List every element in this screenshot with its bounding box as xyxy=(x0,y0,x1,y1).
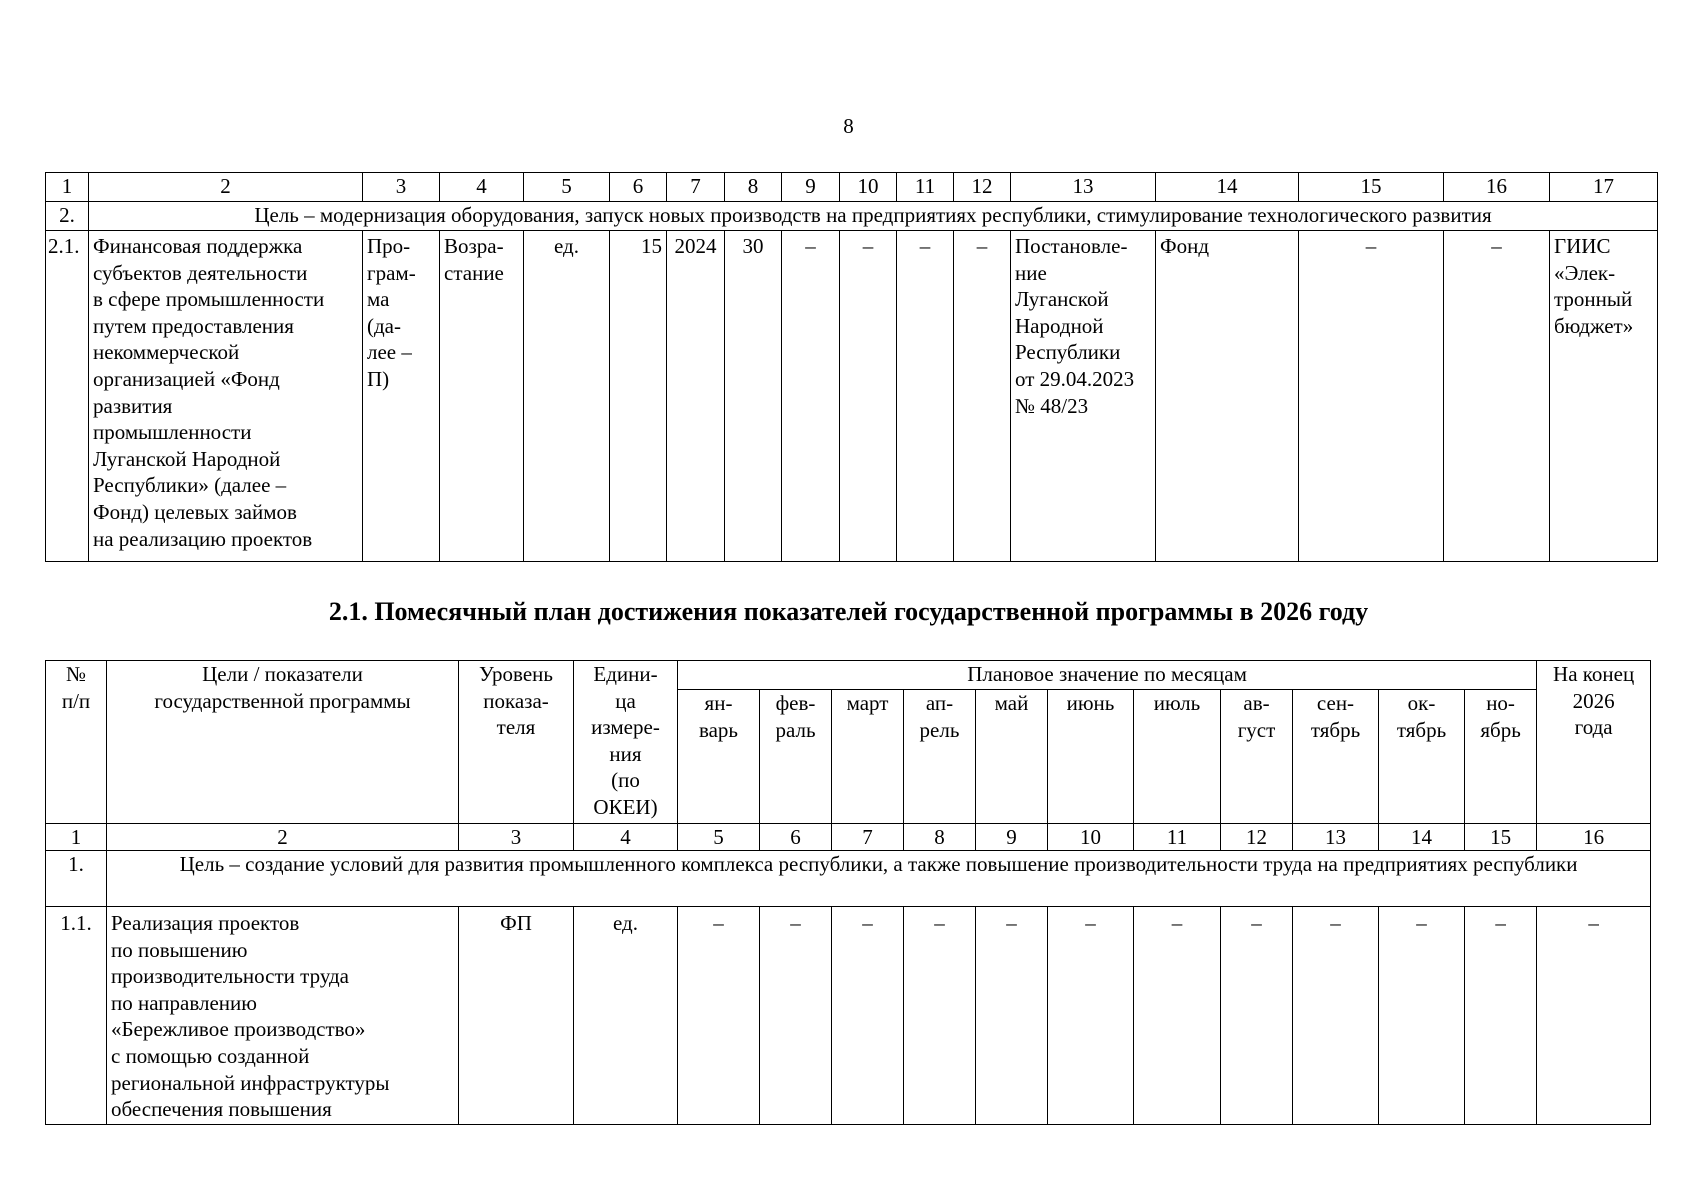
text-line: ГИИС xyxy=(1554,234,1611,258)
column-number: 8 xyxy=(725,173,782,202)
column-number: 17 xyxy=(1550,173,1658,202)
page-number: 8 xyxy=(843,114,854,138)
month-header xyxy=(832,690,904,824)
text-line: п/п xyxy=(61,688,91,713)
text-line: май xyxy=(994,691,1029,715)
text-line: теля xyxy=(496,715,536,740)
text-line: (да- xyxy=(367,313,401,338)
month-header xyxy=(1048,690,1134,824)
column-number: 14 xyxy=(1156,173,1299,202)
text-line: ав- xyxy=(1243,691,1270,715)
text-line: Республики» (далее – xyxy=(93,473,287,498)
text-line: Цели / показатели xyxy=(202,662,363,686)
header-row xyxy=(46,661,1651,690)
text-line: региональной инфраструктуры xyxy=(111,1070,390,1095)
table-row xyxy=(46,907,1651,1125)
header-goals xyxy=(107,661,459,824)
column-number: 6 xyxy=(610,173,667,202)
text-line: от 29.04.2023 xyxy=(1015,366,1135,391)
month-header xyxy=(1134,690,1221,824)
text-line: П) xyxy=(367,366,390,391)
monthly-plan-table xyxy=(45,660,1651,1125)
month-header xyxy=(678,690,760,824)
responsible: Фонд xyxy=(1156,231,1299,562)
month-header xyxy=(760,690,832,824)
column-number: 14 xyxy=(1379,824,1465,851)
text-line: Уровень xyxy=(479,662,553,686)
column-number: 3 xyxy=(459,824,574,851)
month-header xyxy=(904,690,976,824)
text-line: Финансовая поддержка xyxy=(93,234,303,258)
text-line: Луганской xyxy=(1015,287,1109,312)
year-end-value: – xyxy=(1537,907,1651,1125)
column-number: 2 xyxy=(107,824,459,851)
text-line: Едини- xyxy=(593,662,658,686)
text-line: № 48/23 xyxy=(1015,393,1089,418)
text-line: тябрь xyxy=(1396,717,1447,742)
text-line: ма xyxy=(367,287,390,312)
column-number: 12 xyxy=(1221,824,1293,851)
text-line: июнь xyxy=(1066,691,1115,715)
column-number: 1 xyxy=(46,824,107,851)
month-header xyxy=(976,690,1048,824)
text-line: бюджет» xyxy=(1554,313,1634,338)
column-number: 12 xyxy=(954,173,1011,202)
text-line: «Бережливое производство» xyxy=(111,1017,366,1042)
text-line: лее – xyxy=(367,340,412,365)
text-line: ок- xyxy=(1407,691,1436,715)
value-col-9: – xyxy=(782,231,840,562)
text-line: государственной программы xyxy=(154,688,411,713)
text-line: некоммерческой xyxy=(93,340,240,365)
goal-text: Цель – модернизация оборудования, запуск новых производств на предприятиях республики, стимулирование технологического развития xyxy=(89,202,1658,231)
value-col-8: 30 xyxy=(725,231,782,562)
column-number: 5 xyxy=(524,173,610,202)
text-line: но- xyxy=(1486,691,1515,715)
text-line: ние xyxy=(1015,260,1047,285)
text-line: ап- xyxy=(925,691,954,715)
monthly-value: – xyxy=(1134,907,1221,1125)
text-line: Постановле- xyxy=(1015,234,1128,258)
text-line: (по xyxy=(611,768,640,793)
text-line: рель xyxy=(919,717,960,742)
direction xyxy=(440,231,524,562)
text-line: субъектов деятельности xyxy=(93,260,308,285)
column-number: 8 xyxy=(904,824,976,851)
column-number: 5 xyxy=(678,824,760,851)
column-number: 7 xyxy=(667,173,725,202)
indicators-table-continuation xyxy=(45,172,1658,562)
text-line: ния xyxy=(609,741,642,766)
regulatory-document xyxy=(1011,231,1156,562)
value-col-10: – xyxy=(840,231,897,562)
text-line: с помощью созданной xyxy=(111,1043,310,1068)
text-line: 2026 xyxy=(1572,688,1615,713)
text-line: развития xyxy=(93,393,173,418)
measure-type xyxy=(363,231,440,562)
row-number: 2.1. xyxy=(46,231,89,562)
section-title: 2.1. Помесячный план достижения показателей государственной программы в 2026 году xyxy=(328,597,1369,626)
monthly-value: – xyxy=(1221,907,1293,1125)
monthly-value: – xyxy=(976,907,1048,1125)
text-line: производительности труда xyxy=(111,964,350,989)
column-number: 13 xyxy=(1011,173,1156,202)
text-line: Народной xyxy=(1015,313,1104,338)
text-line: «Элек- xyxy=(1554,260,1616,285)
header-level xyxy=(459,661,574,824)
header-year-end xyxy=(1537,661,1651,824)
month-header xyxy=(1465,690,1537,824)
unit: ед. xyxy=(574,907,678,1125)
value-col-16: – xyxy=(1444,231,1550,562)
text-line: года xyxy=(1574,715,1613,740)
column-number: 4 xyxy=(440,173,524,202)
row-number: 1.1. xyxy=(46,907,107,1125)
text-line: ябрь xyxy=(1480,717,1521,742)
information-system xyxy=(1550,231,1658,562)
column-number: 16 xyxy=(1537,824,1651,851)
column-number: 2 xyxy=(89,173,363,202)
text-line: обеспечения повышения xyxy=(111,1097,332,1122)
month-header xyxy=(1221,690,1293,824)
indicator-level: ФП xyxy=(459,907,574,1125)
column-number-row xyxy=(46,824,1651,851)
text-line: Фонд) целевых займов xyxy=(93,499,297,524)
text-line: июль xyxy=(1153,691,1201,715)
monthly-value: – xyxy=(832,907,904,1125)
text-line: На конец xyxy=(1553,662,1635,686)
unit: ед. xyxy=(524,231,610,562)
text-line: тябрь xyxy=(1310,717,1361,742)
month-header xyxy=(1379,690,1465,824)
value-col-15: – xyxy=(1299,231,1444,562)
value-col-11: – xyxy=(897,231,954,562)
column-number: 13 xyxy=(1293,824,1379,851)
header-unit xyxy=(574,661,678,824)
column-number: 9 xyxy=(976,824,1048,851)
text-line: промышленности xyxy=(93,420,252,445)
text-line: сен- xyxy=(1316,691,1355,715)
text-line: в сфере промышленности xyxy=(93,287,325,312)
text-line: Республики xyxy=(1015,340,1121,365)
header-number xyxy=(46,661,107,824)
monthly-value: – xyxy=(1465,907,1537,1125)
text-line: март xyxy=(846,691,889,715)
column-number: 3 xyxy=(363,173,440,202)
goal-row xyxy=(46,202,1658,231)
column-number: 11 xyxy=(1134,824,1221,851)
base-value: 15 xyxy=(610,231,667,562)
text-line: ян- xyxy=(704,691,733,715)
monthly-value: – xyxy=(1048,907,1134,1125)
text-line: на реализацию проектов xyxy=(93,526,313,551)
goal-row xyxy=(46,851,1651,907)
text-line: Про- xyxy=(367,234,411,258)
text-line: по направлению xyxy=(111,990,257,1015)
column-number: 4 xyxy=(574,824,678,851)
text-line: ца xyxy=(615,688,636,713)
table-row xyxy=(46,231,1658,562)
column-number: 9 xyxy=(782,173,840,202)
monthly-value: – xyxy=(678,907,760,1125)
header-planned-by-month: Плановое значение по месяцам xyxy=(678,661,1537,690)
goal-number: 1. xyxy=(46,851,107,907)
text-line: показа- xyxy=(483,688,549,713)
text-line: стание xyxy=(444,260,504,285)
measure-name xyxy=(89,231,363,562)
column-number: 6 xyxy=(760,824,832,851)
goal-text: Цель – создание условий для развития промышленного комплекса республики, а также повышение производительности труда на предприятиях республики xyxy=(107,851,1651,907)
text-line: Возра- xyxy=(444,234,504,258)
month-header xyxy=(1293,690,1379,824)
column-number-row xyxy=(46,173,1658,202)
text-line: грам- xyxy=(367,260,416,285)
column-number: 7 xyxy=(832,824,904,851)
text-line: измере- xyxy=(591,715,660,740)
column-number: 15 xyxy=(1465,824,1537,851)
column-number: 10 xyxy=(840,173,897,202)
text-line: ОКЕИ) xyxy=(593,794,658,819)
column-number: 11 xyxy=(897,173,954,202)
column-number: 10 xyxy=(1048,824,1134,851)
text-line: Реализация проектов xyxy=(111,911,300,935)
text-line: фев- xyxy=(775,691,816,715)
text-line: организацией «Фонд xyxy=(93,366,280,391)
text-line: варь xyxy=(698,717,739,742)
column-number: 15 xyxy=(1299,173,1444,202)
text-line: № xyxy=(65,662,87,686)
text-line: густ xyxy=(1237,717,1276,742)
text-line: раль xyxy=(775,717,816,742)
monthly-value: – xyxy=(1293,907,1379,1125)
value-col-12: – xyxy=(954,231,1011,562)
text-line: по повышению xyxy=(111,937,248,962)
text-line: Луганской Народной xyxy=(93,446,281,471)
base-year: 2024 xyxy=(667,231,725,562)
column-number: 1 xyxy=(46,173,89,202)
text-line: тронный xyxy=(1554,287,1633,312)
monthly-value: – xyxy=(904,907,976,1125)
text-line: путем предоставления xyxy=(93,313,294,338)
monthly-value: – xyxy=(1379,907,1465,1125)
column-number: 16 xyxy=(1444,173,1550,202)
monthly-value: – xyxy=(760,907,832,1125)
indicator-name xyxy=(107,907,459,1125)
goal-number: 2. xyxy=(46,202,89,231)
